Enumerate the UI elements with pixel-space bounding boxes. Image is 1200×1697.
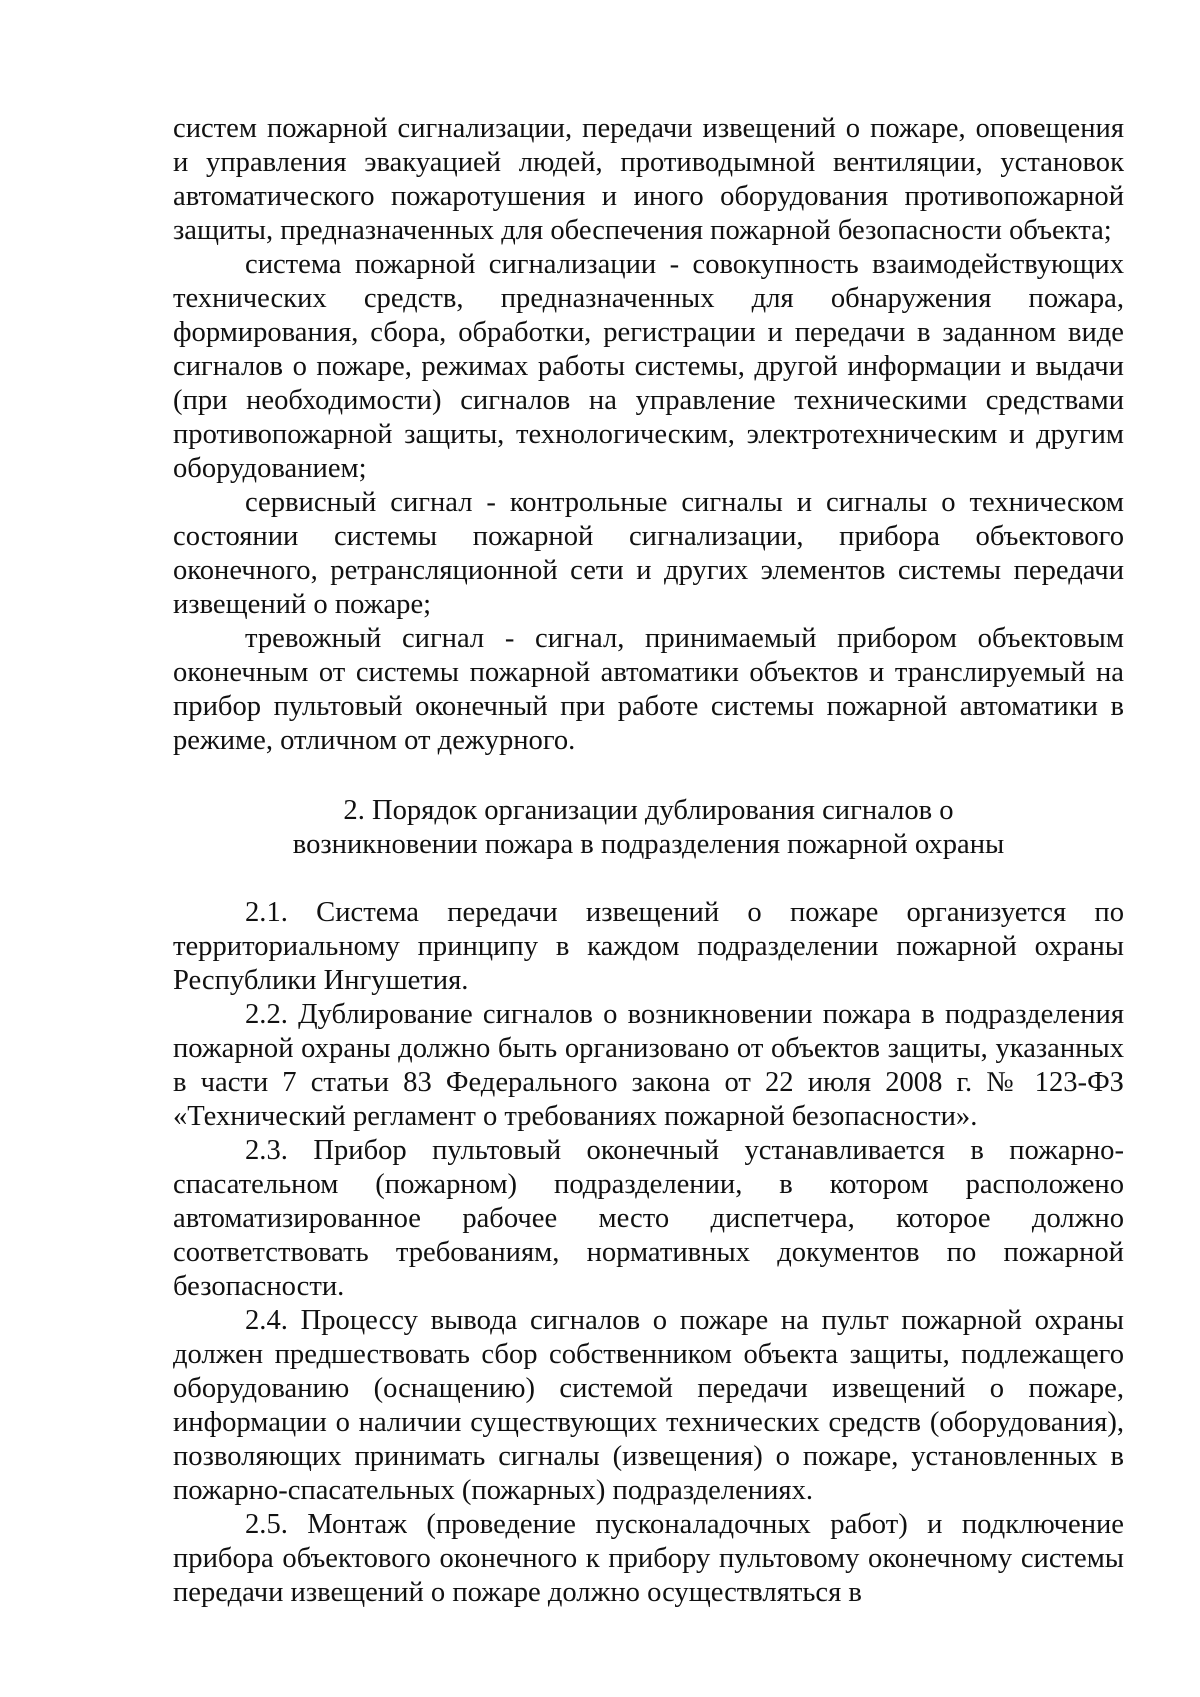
paragraph-2-2: 2.2. Дублирование сигналов о возникновении пожара в подразделения пожарной охраны должно быть организовано от объектов защиты, указанных в части 7 статьи 83 Федерального закона от 22 июля 2008 г. № 123-ФЗ «Технический регламент о требованиях пожарной безопасности».: [173, 999, 1124, 1132]
paragraph-continuation: систем пожарной сигнализации, передачи извещений о пожаре, оповещения и управления эвакуацией людей, противодымной вентиляции, установок автоматического пожаротушения и иного оборудования противопожарной защиты, предназначенных для обеспечения пожарной безопасности объекта;: [173, 113, 1124, 246]
section-heading: [173, 794, 1124, 862]
paragraph-service-signal: сервисный сигнал - контрольные сигналы и сигналы о техническом состоянии системы пожарной сигнализации, прибора объектового оконечного, ретрансляционной сети и других элементов системы передачи извещений о пожаре;: [173, 487, 1124, 620]
paragraph-2-3: 2.3. Прибор пультовый оконечный устанавливается в пожарно-спасательном (пожарном) подразделении, в котором расположено автоматизированное рабочее место диспетчера, которое должно соответствовать требованиям, нормативных документов по пожарной безопасности.: [173, 1135, 1124, 1302]
section-heading-line-1: 2. Порядок организации дублирования сигналов о: [343, 795, 954, 826]
document-page: [173, 112, 1124, 1610]
paragraph-alarm-signal: тревожный сигнал - сигнал, принимаемый прибором объектовым оконечным от системы пожарной автоматики объектов и транслируемый на прибор пультовый оконечный при работе системы пожарной автоматики в режиме, отличном от дежурного.: [173, 623, 1124, 756]
paragraph-2-4: 2.4. Процессу вывода сигналов о пожаре на пульт пожарной охраны должен предшествовать сбор собственником объекта защиты, подлежащего оборудованию (оснащению) системой передачи извещений о пожаре, информации о наличии существующих технических средств (оборудования), позволяющих принимать сигналы (извещения) о пожаре, установленных в пожарно-спасательных (пожарных) подразделениях.: [173, 1305, 1124, 1506]
section-heading-line-2: возникновении пожара в подразделения пожарной охраны: [292, 829, 1005, 860]
paragraph-fire-alarm-system: система пожарной сигнализации - совокупность взаимодействующих технических средств, предназначенных для обнаружения пожара, формирования, сбора, обработки, регистрации и передачи в заданном виде сигналов о пожаре, режимах работы системы, другой информации и выдачи (при необходимости) сигналов на управление техническими средствами противопожарной защиты, технологическим, электротехническим и другим оборудованием;: [173, 249, 1124, 484]
paragraph-2-1: 2.1. Система передачи извещений о пожаре организуется по территориальному принципу в каждом подразделении пожарной охраны Республики Ингушетия.: [173, 897, 1124, 996]
paragraph-2-5: 2.5. Монтаж (проведение пусконаладочных работ) и подключение прибора объектового оконечного к прибору пультовому оконечному системы передачи извещений о пожаре должно осуществляться в: [173, 1509, 1124, 1608]
